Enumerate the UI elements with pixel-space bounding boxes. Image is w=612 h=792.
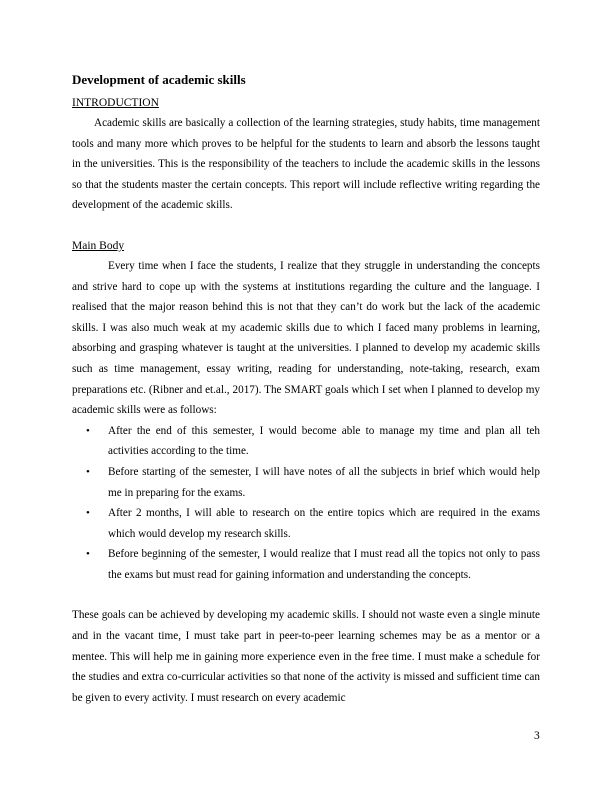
list-item xyxy=(72,462,540,503)
list-item-text: After the end of this semester, I would become able to manage my time and plan all teh activities according to the time. xyxy=(108,424,540,458)
bullet-icon: • xyxy=(86,465,90,478)
list-item-text: Before beginning of the semester, I would realize that I must read all the topics not only to pass the exams but must read for gaining information and understanding the concepts. xyxy=(108,548,540,581)
page-content xyxy=(72,70,540,708)
list-item xyxy=(72,421,540,462)
closing-paragraph: These goals can be achieved by developing my academic skills. I should not waste even a single minute and in the vacant time, I must take part in peer-to-peer learning schemes may be as a mentor or a mentee. This will help me in gaining more experience even in the free time. I must make a schedule for the studies and extra co-curricular activities so that none of the activity is missed and sufficient time can be given to every activity. I must research on every academic xyxy=(72,609,540,704)
introduction-paragraph: Academic skills are basically a collection of the learning strategies, study habits, time management tools and many more which proves to be helpful for the students to learn and absorb the lessons taught in the universities. This is the responsibility of the teachers to include the academic skills in the lessons so that the students master the certain concepts. This report will include reflective writing regarding the development of the academic skills. xyxy=(72,117,540,212)
paragraph-spacer xyxy=(72,585,540,605)
list-item xyxy=(72,503,540,544)
main-body-paragraph: Every time when I face the students, I realize that they struggle in understanding the concepts and strive hard to cope up with the systems at institutions regarding the culture and the language. I realised that the major reason behind this is not that they can’t do work but the lack of the academic skills. I was also much weak at my academic skills due to which I faced many problems in learning, absorbing and grasping whatever is taught at the universities. I planned to develop my academic skills such as time management, essay writing, reading for understanding, note-taking, research, exam preparations etc. (Ribner and et.al., 2017). The SMART goals which I set when I planned to develop my academic skills were as follows: xyxy=(72,259,540,417)
introduction-heading: INTRODUCTION xyxy=(72,97,159,109)
list-item-text: After 2 months, I will able to research on the entire topics which are required in the exams which would develop my research skills. xyxy=(108,507,540,540)
page-number: 3 xyxy=(534,730,540,742)
bullet-icon: • xyxy=(86,548,90,561)
list-item-text: Before starting of the semester, I will have notes of all the subjects in brief which would help me in preparing for the exams. xyxy=(108,465,540,499)
bullet-icon: • xyxy=(86,424,90,437)
bullet-icon: • xyxy=(86,507,90,520)
section-spacer xyxy=(72,216,540,236)
smart-goals-list xyxy=(72,421,540,586)
main-body-heading: Main Body xyxy=(72,239,125,252)
list-item xyxy=(72,544,540,585)
document-title: Development of academic skills xyxy=(72,72,246,87)
